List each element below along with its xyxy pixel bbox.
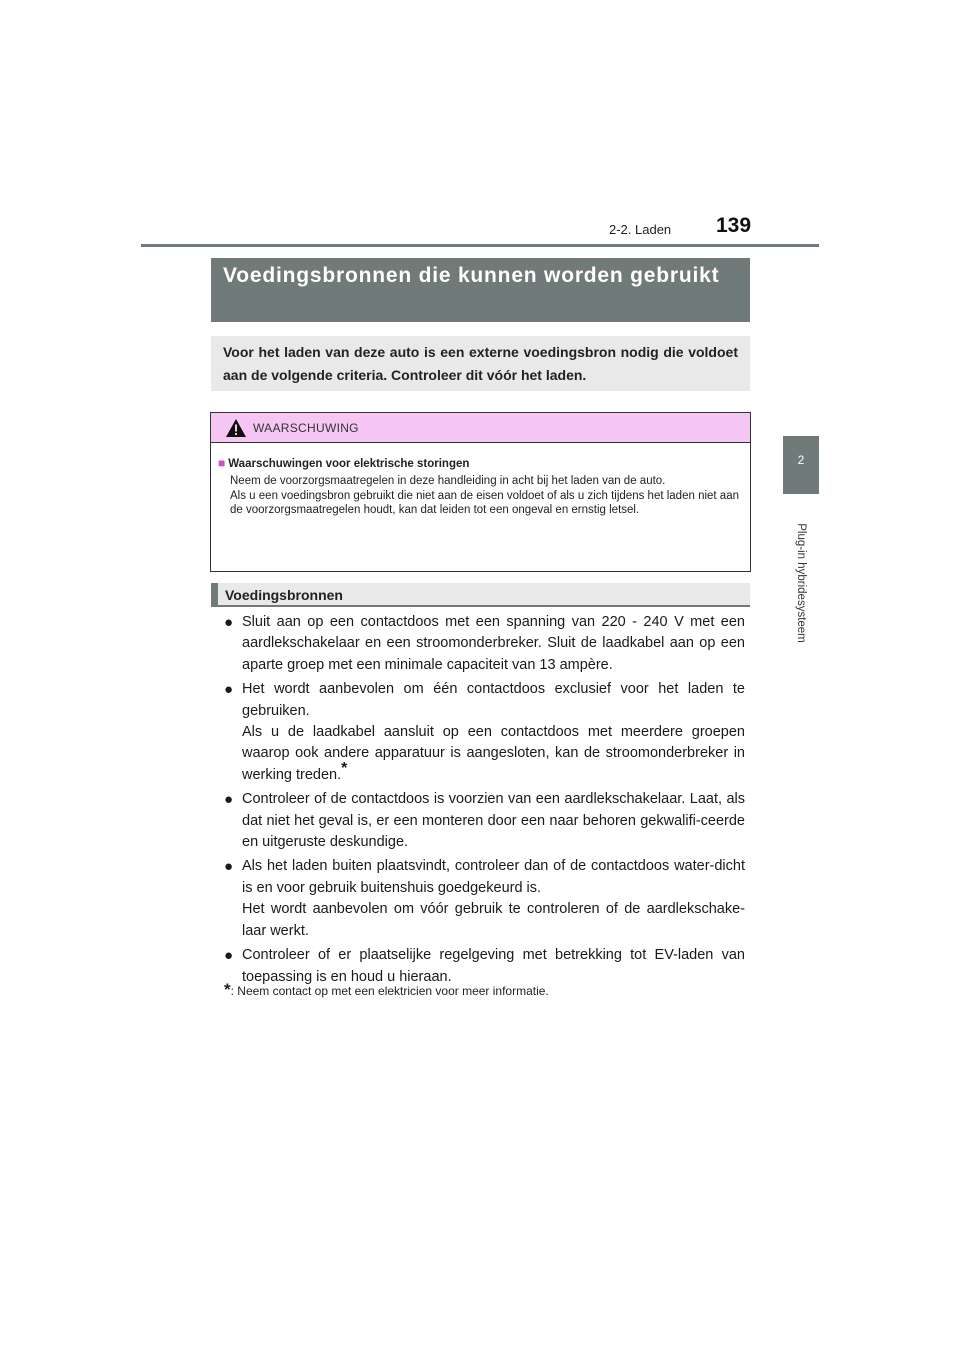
footnote xyxy=(224,980,549,1000)
warning-header xyxy=(211,413,750,443)
list-item: ● Als het laden buiten plaatsvindt, controleer dan of de contactdoos water-dicht is en voor gebruik buitenshuis goedgekeurd is. Het wordt aanbevolen om vóór gebruik te controleren of de aardlekschake-laar werkt. xyxy=(224,858,745,939)
bullet-list xyxy=(224,612,745,991)
footnote-marker: * xyxy=(224,980,231,999)
bullet-dot-icon: ● xyxy=(224,791,234,809)
square-bullet-icon: ■ xyxy=(218,456,226,470)
chapter-tab: 2 xyxy=(783,436,819,494)
list-item: ● Sluit aan op een contactdoos met een spanning van 220 - 240 V met een aardlekschakelaar en een stroomonderbreker. Sluit de laadkabel aan op een aparte groep met een minimale capaciteit van 13 ampère. xyxy=(224,614,745,673)
page-title: Voedingsbronnen die kunnen worden gebruikt xyxy=(211,258,750,322)
list-item: ● Controleer of er plaatselijke regelgeving met betrekking tot EV-laden van toepassing is en houd u hieraan. xyxy=(224,947,745,985)
warning-body xyxy=(211,443,750,518)
warning-paragraph: Als u een voedingsbron gebruikt die niet aan de eisen voldoet of als u zich tijdens het laden niet aan de voorzorgsmaatregelen houdt, kan dat leiden tot een ongeval en ernstig letsel. xyxy=(230,489,739,517)
warning-paragraph: Neem de voorzorgsmaatregelen in deze handleiding in acht bij het laden van de auto. xyxy=(230,475,666,487)
footnote-text: : Neem contact op met een elektricien voor meer informatie. xyxy=(230,984,549,998)
chapter-side-label: Plug-in hybridesysteem xyxy=(795,523,807,643)
warning-triangle-icon xyxy=(225,418,247,438)
bullet-dot-icon: ● xyxy=(224,858,234,876)
bullet-dot-icon: ● xyxy=(224,614,234,631)
footnote-asterisk: * xyxy=(341,760,348,778)
warning-subtitle: ■ Waarschuwingen voor elektrische storingen xyxy=(218,456,470,470)
warning-text xyxy=(218,474,739,518)
bullet-dot-icon: ● xyxy=(224,947,234,965)
warning-title: WAARSCHUWING xyxy=(253,421,359,435)
page-number: 139 xyxy=(716,214,752,237)
header-rule xyxy=(141,244,819,247)
bullet-dot-icon: ● xyxy=(224,681,234,699)
warning-box xyxy=(210,412,751,572)
list-item: ● Controleer of de contactdoos is voorzien van een aardlekschakelaar. Laat, als dat niet het geval is, er een monteren door een naar behoren gekwalifi-ceerde en uitgeruste deskundige. xyxy=(224,791,745,851)
section-heading: Voedingsbronnen xyxy=(211,583,750,607)
list-item: ● Het wordt aanbevolen om één contactdoos exclusief voor het laden te gebruiken. Als u de laadkabel aansluit op een contactdoos met meerdere groepen waarop ook andere apparatuur is aangesloten, kan de stroomonderbreker in werking treden.* xyxy=(224,681,745,783)
intro-box: Voor het laden van deze auto is een externe voedingsbron nodig die voldoet aan de volgende criteria. Controleer dit vóór het laden. xyxy=(211,336,750,391)
header-section-label: 2-2. Laden xyxy=(609,222,672,237)
